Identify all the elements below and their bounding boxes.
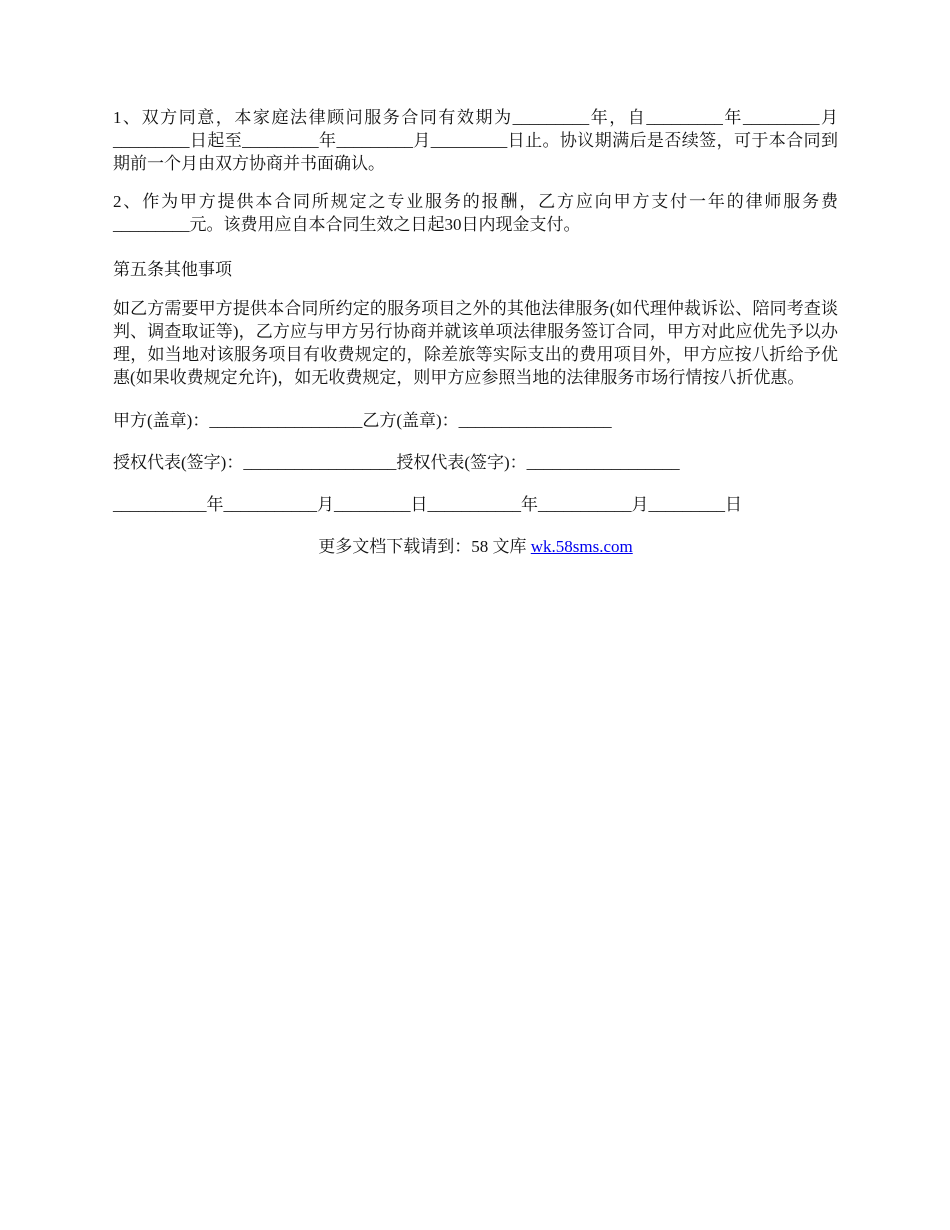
footer-prefix: 更多文档下载请到：58 文库	[318, 537, 531, 556]
document-page	[113, 106, 838, 558]
footer-link[interactable]: wk.58sms.com	[530, 537, 633, 556]
date-line: ___________年___________月_________日___________年___________月_________日	[113, 495, 742, 514]
footer	[113, 535, 838, 558]
article-5-paragraph: 如乙方需要甲方提供本合同所约定的服务项目之外的其他法律服务(如代理仲裁诉讼、陪同考查谈判、调查取证等)，乙方应与甲方另行协商并就该单项法律服务签订合同，甲方对此应优先予以办理，如当地对该服务项目有收费规定的，除差旅等实际支出的费用项目外，甲方应按八折给予优惠(如果收费规定允许)，如无收费规定，则甲方应参照当地的法律服务市场行情按八折优惠。	[113, 299, 838, 387]
article-5-heading: 第五条其他事项	[113, 260, 232, 279]
party-seal-line: 甲方(盖章)：__________________乙方(盖章)：__________________	[113, 411, 612, 430]
clause-2-paragraph: 2、作为甲方提供本合同所规定之专业服务的报酬，乙方应向甲方支付一年的律师服务费_________元。该费用应自本合同生效之日起30日内现金支付。	[113, 192, 838, 234]
clause-1-paragraph: 1、双方同意，本家庭法律顾问服务合同有效期为_________年，自_________年_________月_________日起至_________年_________月_________日止。协议期满后是否续签，可于本合同到期前一个月由双方协商并书面确认。	[113, 108, 838, 173]
representative-signature-line: 授权代表(签字)：__________________授权代表(签字)：__________________	[113, 453, 680, 472]
